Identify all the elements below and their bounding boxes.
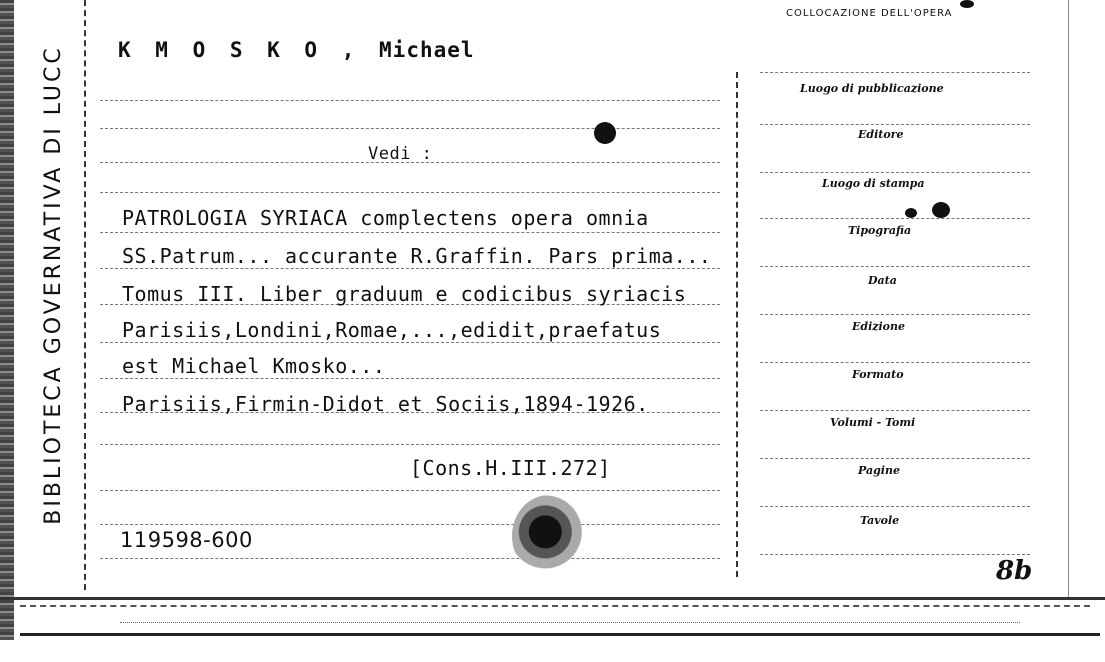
rule <box>760 72 1030 73</box>
body-line-6: Parisiis,Firmin-Didot et Sociis,1894-1926. <box>122 392 649 416</box>
ink-blot <box>905 208 917 218</box>
rule <box>100 378 720 379</box>
rule <box>760 506 1030 507</box>
center-divider-rule <box>736 72 738 577</box>
collocation-header: COLLOCAZIONE DELL'OPERA <box>786 8 953 19</box>
ink-blot <box>932 202 950 218</box>
rule <box>760 554 1030 555</box>
field-printer: Tipografia <box>848 224 912 237</box>
rule <box>100 232 720 233</box>
see-also-label: Vedi : <box>368 144 433 164</box>
edge-line <box>120 622 1020 623</box>
field-format: Formato <box>852 368 904 381</box>
inventory-number: 119598-600 <box>120 528 253 552</box>
rule <box>760 314 1030 315</box>
field-edition: Edizione <box>852 320 906 333</box>
ink-blot <box>960 0 974 8</box>
author-given-name: Michael <box>379 38 475 62</box>
field-volumes: Volumi - Tomi <box>830 416 916 429</box>
rule <box>100 128 720 129</box>
edge-line <box>20 605 1090 607</box>
body-line-1: PATROLOGIA SYRIACA complectens opera omnia <box>122 206 649 230</box>
card-bottom-edge <box>0 597 1105 655</box>
shelfmark: [Cons.H.III.272] <box>410 456 611 480</box>
body-line-3: Tomus III. Liber graduum e codicibus syriacis <box>122 282 687 306</box>
rule <box>100 490 720 491</box>
body-line-2: SS.Patrum... accurante R.Graffin. Pars prima... <box>122 244 712 268</box>
field-pages: Pagine <box>858 464 900 477</box>
card-edge-band <box>0 0 14 640</box>
body-line-5: est Michael Kmosko... <box>122 354 386 378</box>
rule <box>760 266 1030 267</box>
rule <box>100 342 720 343</box>
handwritten-mark: 8b <box>996 556 1033 586</box>
rule <box>100 268 720 269</box>
right-edge-rule <box>1068 0 1069 600</box>
rule <box>100 524 720 525</box>
rule <box>100 192 720 193</box>
library-name: BIBLIOTECA GOVERNATIVA DI LUCC <box>41 45 66 525</box>
rule <box>760 458 1030 459</box>
field-date: Data <box>868 274 897 287</box>
rule <box>760 218 1030 219</box>
rule <box>760 172 1030 173</box>
edge-line <box>20 633 1100 636</box>
rule <box>760 410 1030 411</box>
field-place-of-printing: Luogo di stampa <box>822 177 925 190</box>
field-place-of-publication: Luogo di pubblicazione <box>800 82 944 95</box>
field-plates: Tavole <box>860 514 900 527</box>
author-surname: K M O S K O , <box>118 38 361 62</box>
ink-blot <box>594 122 616 144</box>
library-stamp <box>512 495 586 577</box>
body-line-4: Parisiis,Londini,Romae,...,edidit,praefatus <box>122 318 662 342</box>
rule <box>100 444 720 445</box>
author-heading <box>118 38 475 62</box>
rule <box>100 100 720 101</box>
left-margin-rule <box>84 0 86 590</box>
library-spine <box>30 0 78 570</box>
rule <box>760 124 1030 125</box>
field-publisher: Editore <box>858 128 904 141</box>
rule <box>100 558 720 559</box>
rule <box>760 362 1030 363</box>
